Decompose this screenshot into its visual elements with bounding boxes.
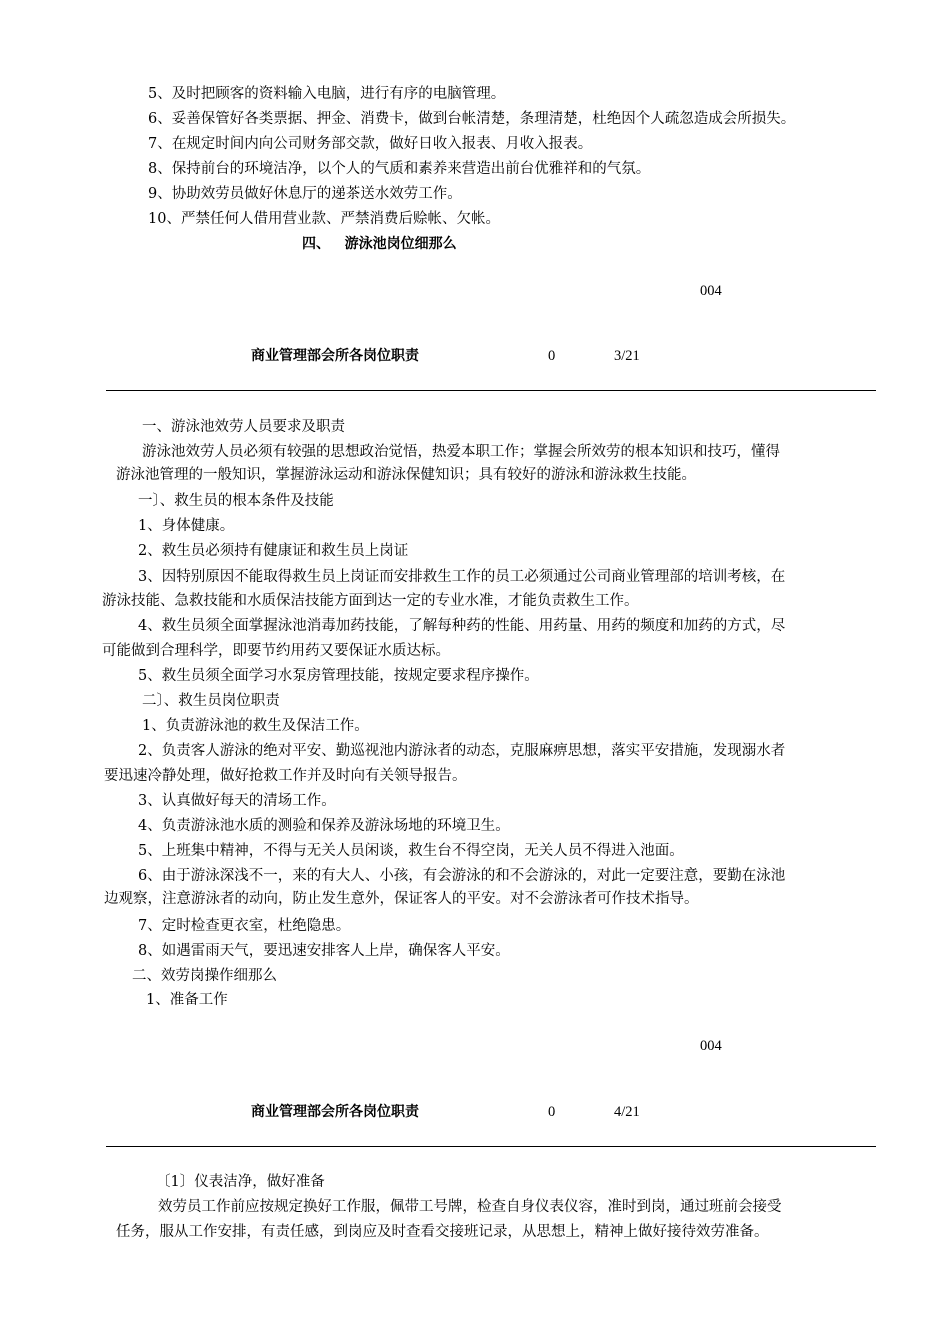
paragraph-line: 可能做到合理科学，即要节约用药又要保证水质达标。 — [102, 643, 450, 659]
list-item: 8、如遇雷雨天气，要迅速安排客人上岸，确保客人平安。 — [138, 943, 510, 959]
footer-version: 0 — [548, 1104, 556, 1120]
list-item-8: 8、保持前台的环境洁净，以个人的气质和素养来营造出前台优雅祥和的气氛。 — [148, 161, 651, 177]
list-item-10: 10、严禁任何人借用营业款、严禁消费后赊帐、欠帐。 — [148, 211, 500, 227]
paragraph-line: 要迅速冷静处理，做好抢救工作并及时向有关领导报告。 — [104, 768, 467, 784]
doc-code: 004 — [700, 1038, 722, 1054]
paragraph-line: 3、因特别原因不能取得救生员上岗证而安排救生工作的员工必须通过公司商业管理部的培训考核，在 — [138, 569, 786, 585]
list-item: 5、救生员须全面学习水泵房管理技能，按规定要求程序操作。 — [138, 668, 539, 684]
page-number: 4/21 — [614, 1104, 640, 1120]
list-item-9: 9、协助效劳员做好休息厅的递茶送水效劳工作。 — [148, 186, 462, 202]
list-item: 5、上班集中精神，不得与无关人员闲谈，救生台不得空岗，无关人员不得进入池面。 — [138, 843, 684, 859]
paragraph-line: 游泳池效劳人员必须有较强的思想政治觉悟，热爱本职工作；掌握会所效劳的根本知识和技巧，懂得 — [142, 444, 780, 460]
paragraph-line: 游泳技能、急救技能和水质保洁技能方面到达一定的专业水准，才能负责救生工作。 — [102, 593, 639, 609]
paragraph-line: 2、负责客人游泳的绝对平安、勤巡视池内游泳者的动态，克服麻痹思想，落实平安措施，发现溺水者 — [138, 743, 786, 759]
list-item-7: 7、在规定时间内向公司财务部交款，做好日收入报表、月收入报表。 — [148, 136, 593, 152]
list-item: 1、负责游泳池的救生及保洁工作。 — [142, 718, 369, 734]
list-item: 3、认真做好每天的清场工作。 — [138, 793, 336, 809]
list-item: 7、定时检查更衣室，杜绝隐患。 — [138, 918, 351, 934]
footer-version: 0 — [548, 348, 556, 364]
doc-code: 004 — [700, 283, 722, 299]
paragraph-line: 游泳池管理的一般知识，掌握游泳运动和游泳保健知识；具有较好的游泳和游泳救生技能。 — [116, 467, 696, 483]
footer-title: 商业管理部会所各岗位职责 — [251, 1104, 419, 1120]
list-item-6: 6、妥善保管好各类票据、押金、消费卡，做到台帐清楚，条理清楚，杜绝因个人疏忽造成会所损失。 — [148, 111, 796, 127]
list-item: 1、身体健康。 — [138, 518, 235, 534]
list-item: 1、准备工作 — [146, 992, 228, 1008]
footer-title: 商业管理部会所各岗位职责 — [251, 348, 419, 364]
page-divider — [106, 390, 876, 391]
list-item: 2、救生员必须持有健康证和救生员上岗证 — [138, 543, 409, 559]
page-number: 3/21 — [614, 348, 640, 364]
paragraph-line: 边观察，注意游泳者的动向，防止发生意外，保证客人的平安。对不会游泳者可作技术指导。 — [104, 891, 699, 907]
page-divider — [106, 1146, 876, 1147]
subheading-appearance: 〔1〕仪表洁净，做好准备 — [156, 1174, 325, 1190]
heading-requirements: 一、游泳池效劳人员要求及职责 — [142, 419, 345, 435]
paragraph-line: 6、由于游泳深浅不一，来的有大人、小孩，有会游泳的和不会游泳的，对此一定要注意，要勤在泳池 — [138, 868, 786, 884]
list-item: 4、负责游泳池水质的测验和保养及游泳场地的环境卫生。 — [138, 818, 510, 834]
heading-service-rules: 二、效劳岗操作细那么 — [132, 968, 277, 984]
list-item-5: 5、及时把顾客的资料输入电脑，进行有序的电脑管理。 — [148, 86, 506, 102]
subheading-lifeguard-skills: 一〕、救生员的根本条件及技能 — [138, 493, 334, 509]
paragraph-line: 任务，服从工作安排，有责任感，到岗应及时查看交接班记录，从思想上，精神上做好接待效劳准备。 — [116, 1224, 769, 1240]
paragraph-line: 效劳员工作前应按规定换好工作服，佩带工号牌，检查自身仪表仪容，准时到岗，通过班前会接受 — [158, 1199, 782, 1215]
subheading-lifeguard-duties: 二〕、救生员岗位职责 — [142, 693, 280, 709]
section-heading: 四、 游泳池岗位细那么 — [302, 236, 457, 252]
paragraph-line: 4、救生员须全面掌握泳池消毒加药技能，了解每种药的性能、用药量、用药的频度和加药的方式，尽 — [138, 618, 786, 634]
